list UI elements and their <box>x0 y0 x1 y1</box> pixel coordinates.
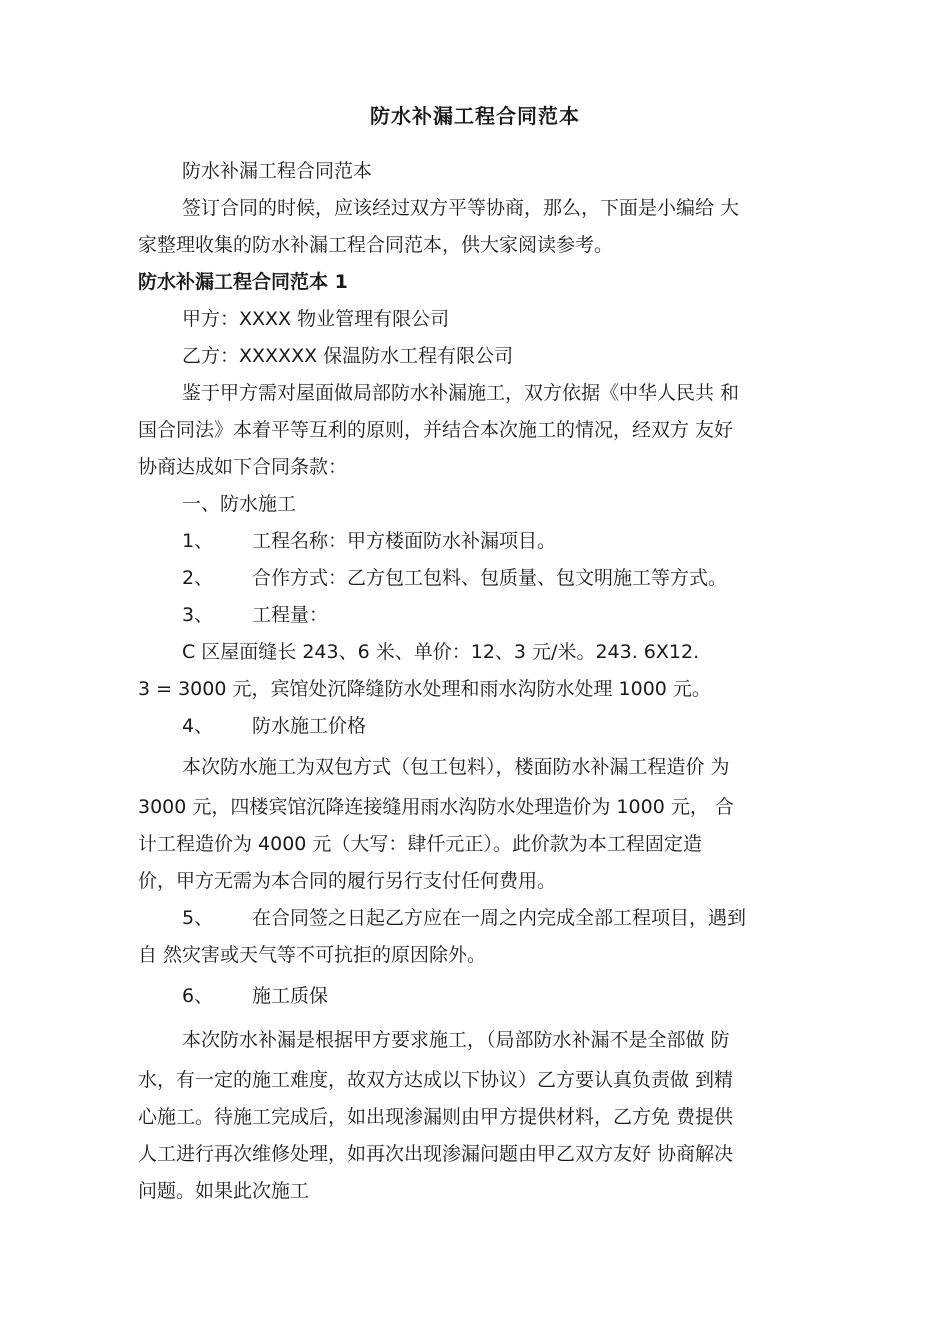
document-title: 防水补漏工程合同范本 <box>370 104 580 128</box>
item-number: 6、 <box>182 985 214 1007</box>
clause-item-2 <box>138 560 828 597</box>
item5-continuation: 自 然灾害或天气等不可抗拒的原因除外。 <box>138 944 487 966</box>
item-text: 工程名称：甲方楼面防水补漏项目。 <box>252 530 557 552</box>
clause-item-5 <box>138 900 828 937</box>
intro-title: 防水补漏工程合同范本 <box>182 160 373 182</box>
clause-item-6 <box>138 974 828 1018</box>
intro-paragraph-line: 签订合同的时候，应该经过双方平等协商，那么，下面是小编给 大 <box>182 197 740 219</box>
quality-paragraph-line: 人工进行再次维修处理，如再次出现渗漏问题由甲乙双方友好 协商解决 <box>138 1143 734 1165</box>
item-text: 施工质保 <box>252 985 329 1007</box>
basis-paragraph-line: 协商达成如下合同条款： <box>138 456 348 478</box>
item-text: 防水施工价格 <box>252 715 367 737</box>
price-paragraph-line: 计工程造价为 4000 元（大写：肆仟元正）。此价款为本工程固定造 <box>138 833 702 855</box>
quality-paragraph-line: 心施工。待施工完成后，如出现渗漏则由甲方提供材料，乙方免 费提供 <box>138 1106 734 1128</box>
item-number: 4、 <box>182 715 214 737</box>
clause-item-4 <box>138 708 828 745</box>
section-heading: 防水补漏工程合同范本 1 <box>138 271 348 293</box>
party-b: 乙方：XXXXXX 保温防水工程有限公司 <box>182 345 514 367</box>
basis-paragraph-line: 国合同法》本着平等互利的原则，并结合本次施工的情况，经双方 友好 <box>138 419 734 441</box>
intro-paragraph-line: 家整理收集的防水补漏工程合同范本，供大家阅读参考。 <box>138 234 614 256</box>
quantity-detail-line: 3 = 3000 元，宾馆处沉降缝防水处理和雨水沟防水处理 1000 元。 <box>138 678 711 700</box>
item-number: 2、 <box>182 567 214 589</box>
price-paragraph-line: 本次防水施工为双包方式（包工包料），楼面防水补漏工程造价 为 <box>182 756 730 778</box>
quality-paragraph-line: 本次防水补漏是根据甲方要求施工，（局部防水补漏不是全部做 防 <box>182 1029 730 1051</box>
item-number: 1、 <box>182 530 214 552</box>
price-paragraph-line: 3000 元，四楼宾馆沉降连接缝用雨水沟防水处理造价为 1000 元， 合 <box>138 796 734 818</box>
item-text: 在合同签之日起乙方应在一周之内完成全部工程项目，遇到 <box>252 907 747 929</box>
price-paragraph-line: 价，甲方无需为本合同的履行另行支付任何费用。 <box>138 870 557 892</box>
item-text: 工程量： <box>252 604 329 626</box>
item-number: 5、 <box>182 907 214 929</box>
quality-paragraph-line: 水，有一定的施工难度，故双方达成以下协议）乙方要认真负责做 到精 <box>138 1069 734 1091</box>
basis-paragraph-line: 鉴于甲方需对屋面做局部防水补漏施工，双方依据《中华人民共 和 <box>182 382 740 404</box>
party-a: 甲方：XXXX 物业管理有限公司 <box>182 308 450 330</box>
clause-title: 一、防水施工 <box>182 493 297 515</box>
document-body <box>138 153 828 1210</box>
clause-item-3 <box>138 597 828 634</box>
item-number: 3、 <box>182 604 214 626</box>
clause-item-1 <box>138 523 828 560</box>
item-text: 合作方式：乙方包工包料、包质量、包文明施工等方式。 <box>252 567 728 589</box>
quality-paragraph-line: 问题。如果此次施工 <box>138 1180 310 1202</box>
quantity-detail-line: C 区屋面缝长 243、6 米、单价：12、3 元/米。243. 6X12. <box>182 641 700 663</box>
